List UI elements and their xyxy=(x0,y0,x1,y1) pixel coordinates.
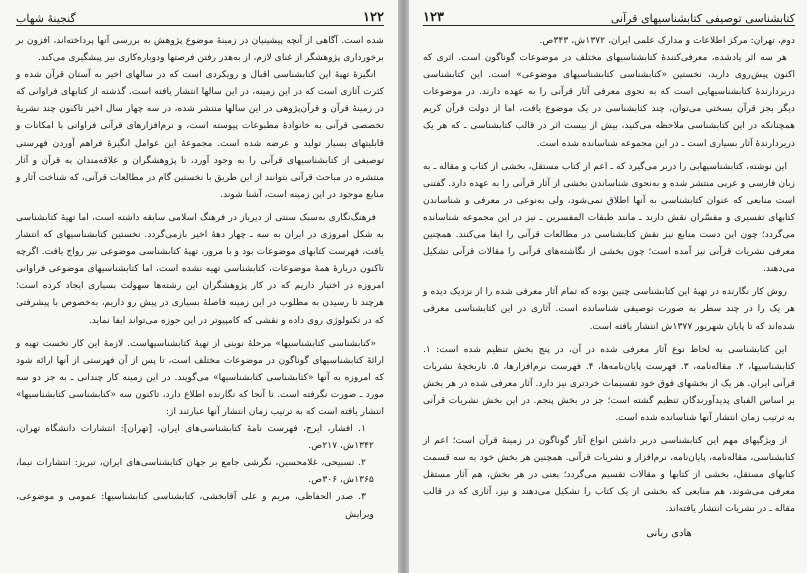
right-page xyxy=(409,0,807,573)
left-page xyxy=(0,0,398,573)
right-page-body xyxy=(423,32,795,518)
paragraph: دوم، تهران: مرکز اطلاعات و مدارک علمی ایران، ۱۳۷۲ش، ۳۴۳ص. xyxy=(539,35,795,46)
right-running-title: کتابشناسی توصیفی کتابشناسیهای قرآنی xyxy=(610,12,795,25)
paragraph: این نوشته، کتابشناسیهایی را دربر می‌گیرد که ـ اعم از کتاب مستقل، بخشی از کتاب و مقاله ـ به زبان فارسی و عربی منتشر شده و به‌نحوی شناساندن بخشی از آثار قرآنی را به عهده دارد. گفتنی است منابعی که عنوان کتابشناسی به آنها اطلاق نمی‌شود، ولی به‌نوعی در معرفی و شناساندن کتابهای تفسیری و مفسّران نقش دارند ـ مانند طبقات المفسرین ـ نیز در این مجموعه شناسانده می‌گردد؛ چون این دست منابع نیز نقش کتابشناسی در مطالعات قرآنی را ایفا می‌کنند. همچنین معرفی نشریات قرآنی نیز آمده است؛ چون بخشی از نگاشته‌های قرآنی را مقالات قرآنی تشکیل می‌دهند. xyxy=(423,160,795,275)
paragraph: روش کار نگارنده در تهیهٔ این کتابشناسی چنین بوده که تمام آثار معرفی شده را از نزدیک دیده و هر یک را در چند سطر به صورت توصیفی شناسانده است. آثاری در این کتابشناسی معرفی شده‌اند که تا پایان شهریور ۱۳۷۷ش انتشار یافته است. xyxy=(423,286,795,332)
right-page-header xyxy=(423,0,795,26)
paragraph: از ویژگیهای مهم این کتابشناسی دربر داشتن انواع آثار گوناگون در زمینهٔ قرآن است؛ اعم از کتابشناسی، مقاله‌نامه، پایان‌نامه، نرم‌افزار و نشریات قرآنی. همچنین هر بخش خود به سه قسمت کتابهای مستقل، بخشی از کتابها و مقالات تقسیم می‌گردد؛ یعنی در هر بخش، هم آثار مستقل معرفی می‌شوند، هم منابعی که بخشی از یک کتاب را تشکیل می‌دهند و نیز، آثاری که در قالب مقاله ـ در نشریات انتشار یافته‌اند. xyxy=(423,435,795,515)
author-signature: هادی ربانی xyxy=(646,527,692,539)
reference-item: ۳. صدر الحفاظی، مریم و علی آقابخشی، کتابشناسی کتابشناسیها: عمومی و موضوعی، ویرایش xyxy=(16,491,374,520)
paragraph: انگیزهٔ تهیهٔ این کتابشناسی اقبال و رویکردی است که در سالهای اخیر به آستان قرآن شده و کثرت آثاری است که در این زمینه، در این سالها انتشار یافته است. گذشته از کتابهای فراوانی که در زمینهٔ قرآن و قرآن‌پژوهی در این سالها منتشر شده، در سه چهار سال اخیر تاکنون چند نشریهٔ تخصصی قرآنی به خانوادهٔ مطبوعات پیوسته است، و نرم‌افزارهای قرآنی فراوانی با امکانات و قابلیتهای بسیار تولید و عرضه شده است. مجموعهٔ این عوامل انگیزهٔ فراهم آوردن فهرستی توصیفی از کتابشناسیهای قرآنی را به وجود آورد، تا پژوهشگران و علاقه‌مندان به قرآن و آثار منتشره در مباحث قرآنی بتوانند از این طریق با نخستین گام در مطالعات قرآنی، که شناخت آثار و منابع موجود در این زمینه است، آشنا شوند. xyxy=(16,69,384,200)
paragraph: هر سه اثر یادشده، معرفی‌کنندهٔ کتابشناسیهای مختلف در موضوعات گوناگون است. اثری که اکنون پیش‌روی دارید، نخستین «کتابشناسی کتابشناسیهای موضوعی» است. این کتابشناسی دربردارندهٔ کتابشناسیهایی است که به نحوی معرفی آثار قرآنی را به عهده دارند. در موضوعات دیگر بجز قرآن بسختی می‌توان، چند کتابشناسی در یک موضوع یافت، اما از دولت قرآن کریم همچنانکه در این کتابشناسی ملاحظه می‌کنید، بیش از بیست اثر در قالب کتابشناسی ـ که هر یک دربردارندهٔ آثار بسیاری است ـ در این مجموعه شناسانده شده است. xyxy=(423,52,795,149)
left-page-header xyxy=(16,0,384,26)
paragraph: «کتابشناسی کتابشناسیها» مرحلهٔ نوینی از تهیهٔ کتابشناسیهاست. لازمهٔ این کار نخست تهیه و ارائهٔ کتابشناسیهای گوناگون در موضوعات مختلف است، تا پس از آن فهرستی از آنها ارائه شود که امروزه به آنها «کتابشناسی کتابشناسیها» می‌گویند. در این زمینه کار چندانی ـ به جز دو سه مورد ـ صورت نگرفته است. تا آنجا که نگارنده اطلاع دارد، تاکنون سه «کتابشناسی کتابشناسیها» انتشار یافته است که به ترتیب زمان انتشار آنها عبارتند از: xyxy=(16,337,384,417)
left-running-title: گنجینهٔ شهاب xyxy=(16,12,76,25)
reference-item: ۲. تسبیحی، غلامحسین، نگرشی جامع بر جهان کتابشناسی‌های ایران، تبریز: انتشارات نیما، ۱۳۶۵ش، ۳۰۶ص. xyxy=(16,457,374,486)
right-page-number: ۱۲۳ xyxy=(423,10,444,25)
paragraph: فرهنگ‌نگاری به‌سبک سنتی از دیرباز در فرهنگ اسلامی سابقه داشته است، اما تهیهٔ کتابشناسی به شکل امروزی در ایران به سه ـ چهار دههٔ اخیر بازمی‌گردد. نخستین کتابشناسیهای که انتشار یافت، فهرست کتابهای موضوعات بود و با مرور، تهیهٔ کتابشناسی موضوعی نیز رواج یافت. اگرچه تاکنون دربارهٔ همهٔ موضوعات، کتابشناسی تهیه نشده است، اما کتابشناسیهای موضوعی فراوانی امروزه در اختیار داریم که در کار پژوهشگران این رشته‌ها سهولت بسیاری ایجاد کرده است؛ هرچند تا رسیدن به مطلوب در این زمینه فاصلهٔ بسیاری در پیش رو داریم، به‌خصوص با پیشرفتی که در تکنولوژی روی داده و نقشی که کامپیوتر در این حوزه می‌تواند ایفا نماید. xyxy=(16,211,384,326)
reference-item: ۱. افشار، ایرج، فهرست نامهٔ کتابشناسی‌های ایران، [تهران]: انتشارات دانشگاه تهران، ۱۳۴۲ش، ۲۱۷ص. xyxy=(16,423,374,452)
book-gutter xyxy=(398,0,409,573)
paragraph: شده است. آگاهی از آنچه پیشینیان در زمینهٔ موضوع پژوهش به بررسی آنها پرداخته‌اند، افزون بر برخورداری پژوهشگر از غنای لازم، از به‌هدر رفتن فرصتها ودوباره‌کاری نیز پیشگیری می‌کند. xyxy=(16,35,384,64)
paragraph: این کتابشناسی به لحاظ نوع آثار معرفی شده در آن، در پنج بخش تنظیم شده است: ۱. کتابشناسیها، ۲. مقاله‌نامه، ۳. فهرست پایان‌نامه‌ها، ۴. فهرست نرم‌افزارها، ۵. تاریخچهٔ نشریات قرآنی ایران. هر یک از بخشهای فوق خود تقسیمات خردتری نیز دارد. آثار معرفی شده در هر بخش بر اساس الفبای پدیدآورندگان تنظیم گشته است؛ جز در بخش پنجم. در این بخش نشریات قرآنی به ترتیب زمان انتشار آنها شناسانده شده است. xyxy=(423,343,796,423)
left-page-body xyxy=(16,32,384,523)
left-page-number: ۱۲۲ xyxy=(363,10,384,25)
